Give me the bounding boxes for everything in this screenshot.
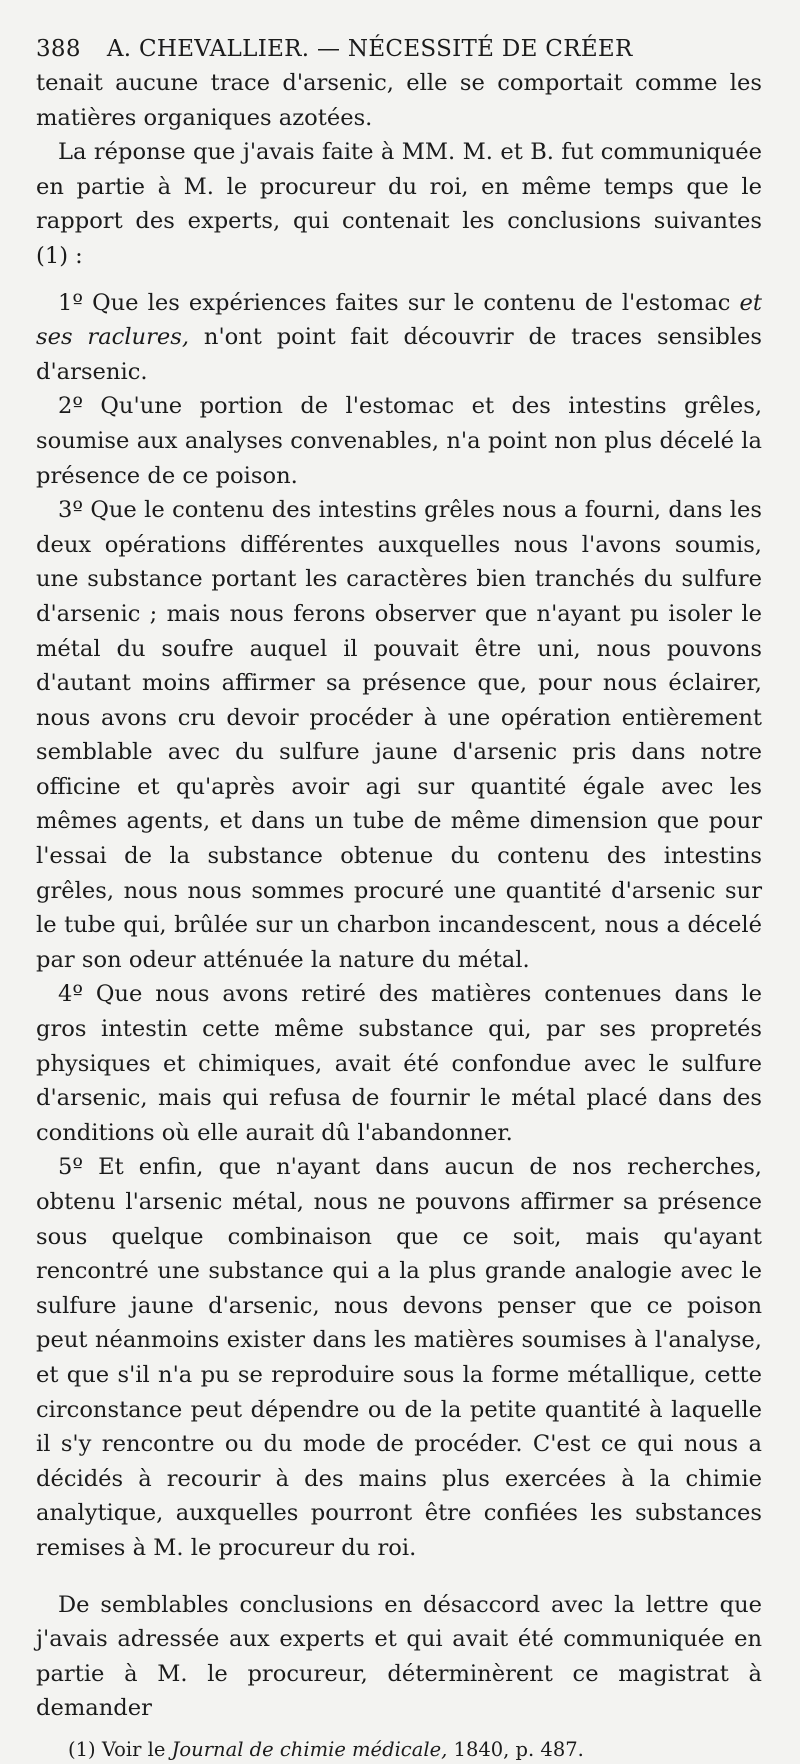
conclusion-5: 5º Et enfin, que n'ayant dans aucun de nos recherches, obtenu l'arsenic métal, nous ne pouvons affirmer sa présence sous quelque combinaison que ce soit, mais qu'ayant rencontré une substance qui a la plus grande analogie avec le sulfure jaune d'arsenic, nous devons penser que ce poison peut néanmoins exister dans les matières soumises à l'analyse, et que s'il n'a pu se reproduire sous la forme métallique, cette circonstance peut dépendre ou de la petite quantité à laquelle il s'y rencontre ou du mode de procéder. C'est ce qui nous a décidés à recourir à des mains plus exercées à la chimie analytique, auxquelles pourront être confiées les substances remises à M. le procureur du roi. xyxy=(36,1154,762,1561)
footnote-journal: Journal de chimie médicale, xyxy=(171,1737,448,1761)
footnote-suffix: 1840, p. 487. xyxy=(453,1737,584,1761)
page-header xyxy=(36,36,762,62)
conclusion-1 xyxy=(36,286,762,390)
conclusion-2: 2º Qu'une portion de l'estomac et des intestins grêles, soumise aux analyses convenables, n'a point non plus décelé la présence de ce poison. xyxy=(36,393,762,489)
paragraph-closing: De semblables conclusions en désaccord avec la lettre que j'avais adressée aux experts et qui avait été communiquée en partie à M. le procureur, déterminèrent ce magistrat à demander xyxy=(36,1591,762,1722)
page-number: 388 xyxy=(36,36,81,62)
paragraph-continuation: tenait aucune trace d'arsenic, elle se comportait comme les matières organiques azotées. xyxy=(36,70,762,131)
conclusion-1-italic: et ses raclures, xyxy=(36,289,762,351)
footnote xyxy=(36,1736,762,1764)
conclusion-4: 4º Que nous avons retiré des matières contenues dans le gros intestin cette même substance qui, par ses propretés physiques et chimiques, avait été confondue avec le sulfure d'arsenic, mais qui refusa de fournir le métal placé dans des conditions où elle aurait dû l'abandonner. xyxy=(36,981,762,1146)
paragraph-reponse: La réponse que j'avais faite à MM. M. et B. fut communiquée en partie à M. le procureur du roi, en même temps que le rapport des experts, qui contenait les conclusions suivantes (1) : xyxy=(36,139,762,269)
footnote-prefix: (1) Voir le xyxy=(68,1737,166,1761)
conclusion-1-start: 1º Que les expériences faites sur le contenu de l'estomac xyxy=(58,289,731,316)
conclusion-3: 3º Que le contenu des intestins grêles nous a fourni, dans les deux opérations différentes auxquelles nous l'avons soumis, une substance portant les caractères bien tranchés du sulfure d'arsenic ; mais nous ferons observer que n'ayant pu isoler le métal du soufre auquel il pouvait être uni, nous pouvons d'autant moins affirmer sa présence que, pour nous éclairer, nous avons cru devoir procéder à une opération entièrement semblable avec du sulfure jaune d'arsenic pris dans notre officine et qu'après avoir agi sur quantité égale avec les mêmes agents, et dans un tube de même dimension que pour l'essai de la substance obtenue du contenu des intestins grêles, nous nous sommes procuré une quantité d'arsenic sur le tube qui, brûlée sur un charbon incandescent, nous a décelé par son odeur atténuée la nature du métal. xyxy=(36,497,762,973)
conclusion-1-end: n'ont point fait découvrir de traces sensibles d'arsenic. xyxy=(36,324,762,385)
running-title: A. CHEVALLIER. — NÉCESSITÉ DE CRÉER xyxy=(106,36,633,62)
